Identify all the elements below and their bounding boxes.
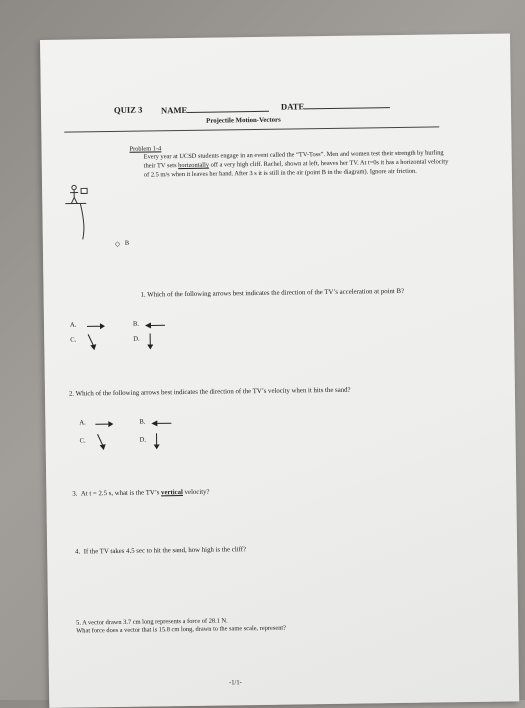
- point-b-label: B: [125, 239, 129, 248]
- q1-option-a: A.: [70, 322, 77, 329]
- q2-option-a: A.: [79, 419, 86, 426]
- arrow-down-icon: [145, 332, 155, 350]
- arrow-down-icon: [151, 432, 161, 450]
- date-label: DATE: [281, 99, 390, 112]
- cliff-figure: [62, 169, 144, 280]
- header-rule: [64, 126, 439, 132]
- question-2: 2. Which of the following arrows best indicates the direction of the TV’s velocity when it hits the sand?: [69, 384, 468, 399]
- arrow-right-icon: [94, 420, 114, 428]
- question-4: 4. If the TV takes 4.5 sec to hit the sand, how high is the cliff?: [75, 545, 246, 556]
- q2-option-c: C.: [80, 437, 86, 444]
- question-1: 1. Which of the following arrows best indicates the direction of the TV’s acceleration at point B?: [63, 286, 453, 300]
- quiz-sheet: [40, 33, 519, 707]
- q1-option-b: B.: [133, 321, 139, 328]
- arrow-left-icon: [144, 321, 166, 329]
- arrow-left-icon: [150, 419, 172, 427]
- page-number: -1/1-: [229, 679, 242, 686]
- q2-option-b: B.: [139, 419, 145, 426]
- problem-text: Every year at UCSD students engage in an event called the “TV-Toss”. Men and women test their strength by hurling their TV sets horizontally off a very high cliff. Rachel, shown at left, heaves her TV. At t=0s it has a horizontal velocity of 2.5 m/s when it leaves her hand. After 3 s it is still in the air (point B in the diagram). Ignore air friction.: [144, 148, 450, 179]
- q1-option-d: D.: [133, 336, 140, 343]
- question-3: 3. At t = 2.5 s, what is the TV’s vertical velocity?: [72, 488, 209, 499]
- arrow-right-icon: [86, 322, 106, 330]
- question-5: 5. A vector drawn 3.7 cm long represents a force of 28.1 N. What force does a vector that is 15.8 cm long, drawn to the same scale, represent?: [76, 617, 286, 636]
- name-label: NAME: [161, 103, 269, 116]
- point-b-marker: ◇: [115, 240, 121, 248]
- quiz-number: QUIZ 3: [114, 105, 143, 115]
- arrow-diagonal-down-right-icon: [85, 333, 99, 351]
- q2-option-d: D.: [140, 437, 147, 444]
- arrow-diagonal-down-right-icon: [94, 433, 108, 451]
- quiz-subtitle: Projectile Motion-Vectors: [206, 117, 281, 125]
- problem-title: Problem 1-4: [129, 144, 161, 153]
- q1-option-c: C.: [70, 337, 76, 344]
